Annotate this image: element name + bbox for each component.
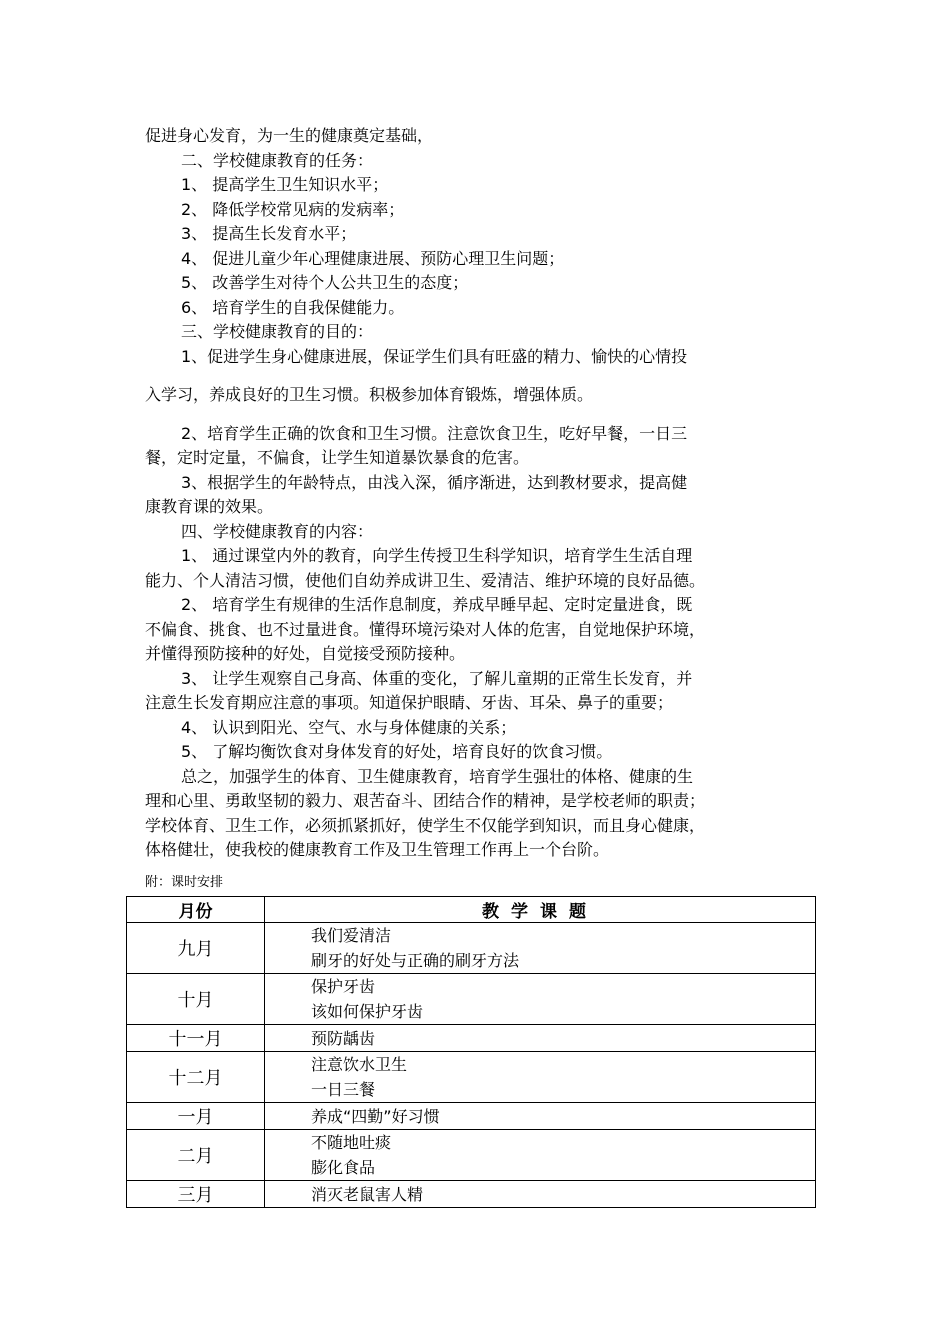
- paragraph-line: 学校体育、卫生工作，必须抓紧抓好，使学生不仅能学到知识，而且身心健康，: [145, 815, 706, 835]
- month-cell: 十一月: [127, 1025, 265, 1052]
- paragraph-line: 3、根据学生的年龄特点，由浅入深，循序渐进，达到教材要求，提高健: [181, 472, 688, 492]
- paragraph-line: 4、 认识到阳光、空气、水与身体健康的关系；: [181, 717, 517, 737]
- section-heading: 二、学校健康教育的任务：: [181, 150, 374, 170]
- paragraph-line: 1、 通过课堂内外的教育，向学生传授卫生科学知识，培育学生生活自理: [181, 546, 693, 565]
- section-heading: 四、学校健康教育的内容：: [181, 521, 374, 541]
- paragraph-line: 康教育课的效果。: [145, 497, 274, 516]
- topic-item: 注意饮水卫生: [311, 1055, 408, 1074]
- topic-item: 膨化食品: [311, 1158, 376, 1177]
- paragraph-line: 2、培育学生正确的饮食和卫生习惯。注意饮食卫生，吃好早餐，一日三: [181, 423, 688, 443]
- paragraph-line: 餐，定时定量，不偏食，让学生知道暴饮暴食的危害。: [145, 448, 530, 467]
- topics-cell: [265, 1130, 816, 1181]
- topic-item: 该如何保护牙齿: [311, 1002, 424, 1021]
- body-text: [145, 124, 813, 863]
- paragraph-line: 1、促进学生身心健康进展，保证学生们具有旺盛的精力、愉快的心情投: [181, 346, 688, 366]
- schedule-table: [126, 896, 816, 1208]
- header-month: 月份: [127, 897, 265, 923]
- table-row: [127, 1130, 816, 1181]
- topics-cell: [265, 1181, 816, 1208]
- topics-cell: [265, 923, 816, 974]
- topics-cell: [265, 1103, 816, 1130]
- table-row: [127, 1103, 816, 1130]
- list-item: 4、 促进儿童少年心理健康进展、预防心理卫生问题；: [181, 248, 565, 268]
- header-topic: 教学课题: [265, 897, 816, 923]
- paragraph-line: 总之，加强学生的体育、卫生健康教育，培育学生强壮的体格、健康的生: [181, 766, 694, 786]
- table-row: [127, 1052, 816, 1103]
- month-cell: 二月: [127, 1130, 265, 1181]
- list-item: 3、 提高生长发育水平；: [181, 224, 357, 243]
- table-row: [127, 974, 816, 1025]
- topics-cell: [265, 1052, 816, 1103]
- topic-item: 我们爱清洁: [311, 926, 392, 945]
- table-row: [127, 923, 816, 974]
- paragraph-line: 2、 培育学生有规律的生活作息制度，养成早睡早起、定时定量进食，既: [181, 595, 693, 614]
- paragraph-line: 促进身心发育，为一生的健康奠定基础，: [145, 126, 434, 145]
- list-item: 2、 降低学校常见病的发病率；: [181, 199, 405, 219]
- month-cell: 十二月: [127, 1052, 265, 1103]
- table-row: [127, 1181, 816, 1208]
- month-cell: 九月: [127, 923, 265, 974]
- paragraph-line: 3、 让学生观察自己身高、体重的变化，了解儿童期的正常生长发育，并: [181, 668, 693, 688]
- list-item: 1、 提高学生卫生知识水平；: [181, 175, 389, 194]
- paragraph-line: 并懂得预防接种的好处，自觉接受预防接种。: [145, 644, 466, 663]
- topic-item: 一日三餐: [311, 1080, 376, 1099]
- paragraph-line: 入学习，养成良好的卫生习惯。积极参加体育锻炼，增强体质。: [145, 385, 594, 404]
- topic-item: 养成“四勤”好习惯: [311, 1106, 440, 1126]
- section-heading: 三、学校健康教育的目的：: [181, 322, 374, 341]
- topics-cell: [265, 974, 816, 1025]
- list-item: 6、 培育学生的自我保健能力。: [181, 297, 405, 317]
- table-header-row: [127, 897, 816, 923]
- paragraph-line: 理和心里、勇敢坚韧的毅力、艰苦奋斗、团结合作的精神，是学校老师的职责；: [145, 791, 706, 810]
- topic-item: 预防龋齿: [311, 1028, 376, 1048]
- paragraph-line: 体格健壮，使我校的健康教育工作及卫生管理工作再上一个台阶。: [145, 840, 610, 859]
- paragraph-line: 不偏食、挑食、也不过量进食。懂得环境污染对人体的危害，自觉地保护环境，: [145, 619, 706, 639]
- appendix-label: 附：课时安排: [145, 875, 224, 890]
- table-row: [127, 1025, 816, 1052]
- topic-item: 保护牙齿: [311, 977, 376, 996]
- paragraph-line: 能力、个人清洁习惯，使他们自幼养成讲卫生、爱清洁、维护环境的良好品德。: [145, 570, 706, 590]
- topics-cell: [265, 1025, 816, 1052]
- list-item: 5、 改善学生对待个人公共卫生的态度；: [181, 273, 469, 292]
- month-cell: 三月: [127, 1181, 265, 1208]
- topic-item: 不随地吐痰: [311, 1133, 392, 1152]
- topic-item: 刷牙的好处与正确的刷牙方法: [311, 951, 520, 970]
- month-cell: 十月: [127, 974, 265, 1025]
- topic-item: 消灭老鼠害人精: [311, 1184, 424, 1204]
- month-cell: 一月: [127, 1103, 265, 1130]
- paragraph-line: 5、 了解均衡饮食对身体发育的好处，培育良好的饮食习惯。: [181, 742, 613, 761]
- paragraph-line: 注意生长发育期应注意的事项。知道保护眼睛、牙齿、耳朵、鼻子的重要；: [145, 693, 674, 712]
